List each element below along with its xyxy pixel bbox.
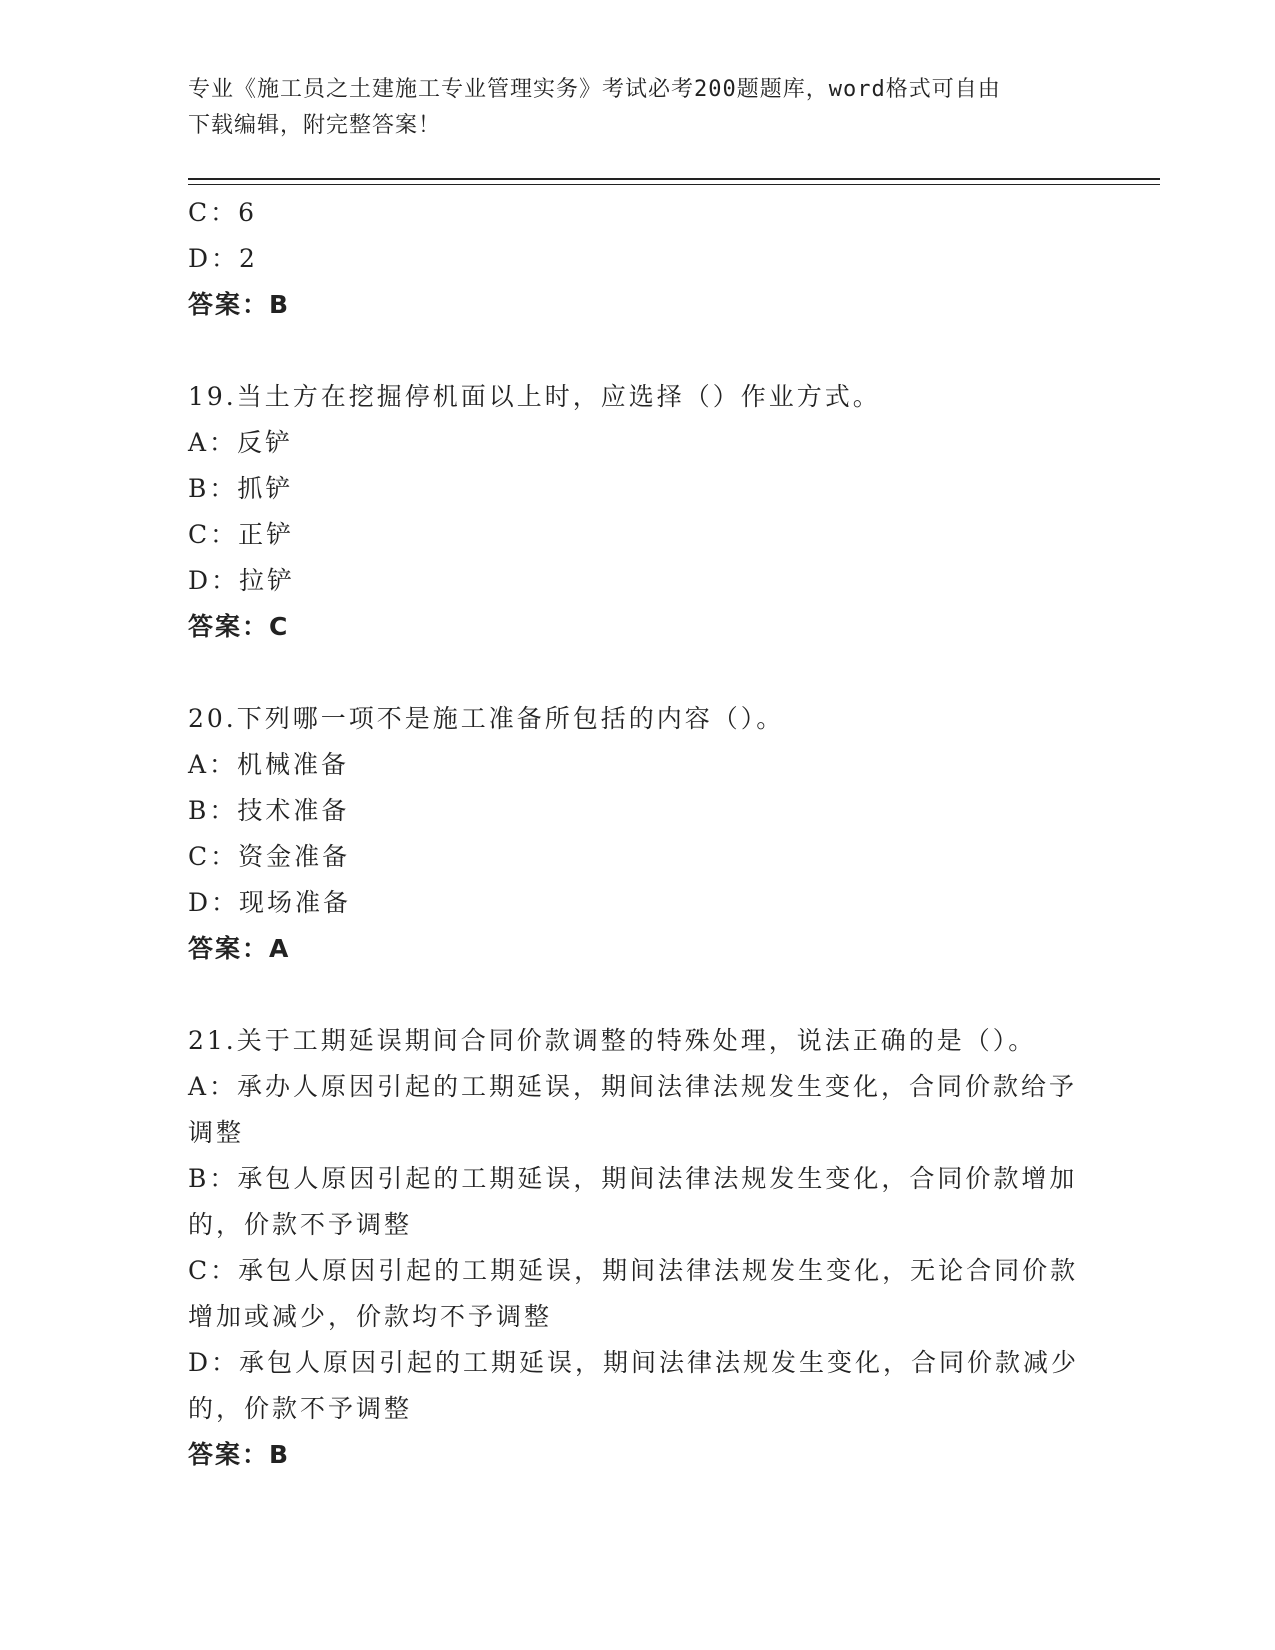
- question-20: [188, 696, 1088, 972]
- option-b: B：抓铲: [188, 474, 294, 503]
- option-c: C：资金准备: [188, 842, 351, 871]
- question-body: [188, 190, 1088, 1478]
- option-c: C：正铲: [188, 520, 295, 549]
- option-a: A：承办人原因引起的工期延误，期间法律法规发生变化，合同价款给予调整: [188, 1072, 1078, 1147]
- option-d: D：2: [188, 244, 258, 273]
- answer-line: 答案：B: [188, 1440, 291, 1469]
- option-a: A：反铲: [188, 428, 294, 457]
- header-line-1: 专业《施工员之土建施工专业管理实务》考试必考200题题库，word格式可自由: [188, 77, 1001, 102]
- option-c: C：承包人原因引起的工期延误，期间法律法规发生变化，无论合同价款增加或减少，价款均不予调整: [188, 1256, 1079, 1331]
- prev-question-block: [188, 190, 1088, 328]
- question-stem: 20.下列哪一项不是施工准备所包括的内容（）。: [188, 704, 785, 733]
- option-a: A：机械准备: [188, 750, 350, 779]
- option-b: B：技术准备: [188, 796, 350, 825]
- answer-line: 答案：C: [188, 612, 290, 641]
- spacer: [188, 328, 1088, 374]
- header-rule-thin: [188, 184, 1160, 185]
- header-line-2: 下载编辑，附完整答案！: [188, 113, 442, 138]
- question-stem: 21.关于工期延误期间合同价款调整的特殊处理，说法正确的是（）。: [188, 1026, 1037, 1055]
- spacer: [188, 972, 1088, 1018]
- option-b: B：承包人原因引起的工期延误，期间法律法规发生变化，合同价款增加的，价款不予调整: [188, 1164, 1078, 1239]
- option-d: D：现场准备: [188, 888, 352, 917]
- question-19: [188, 374, 1088, 650]
- question-stem: 19.当土方在挖掘停机面以上时，应选择（）作业方式。: [188, 382, 881, 411]
- question-21: [188, 1018, 1088, 1478]
- option-c: C：6: [188, 198, 258, 227]
- answer-line: 答案：B: [188, 290, 291, 319]
- spacer: [188, 650, 1088, 696]
- option-d: D：拉铲: [188, 566, 296, 595]
- option-d: D：承包人原因引起的工期延误，期间法律法规发生变化，合同价款减少的，价款不予调整: [188, 1348, 1080, 1423]
- header-rule-thick: [188, 178, 1160, 180]
- document-header: [188, 72, 1088, 144]
- answer-line: 答案：A: [188, 934, 291, 963]
